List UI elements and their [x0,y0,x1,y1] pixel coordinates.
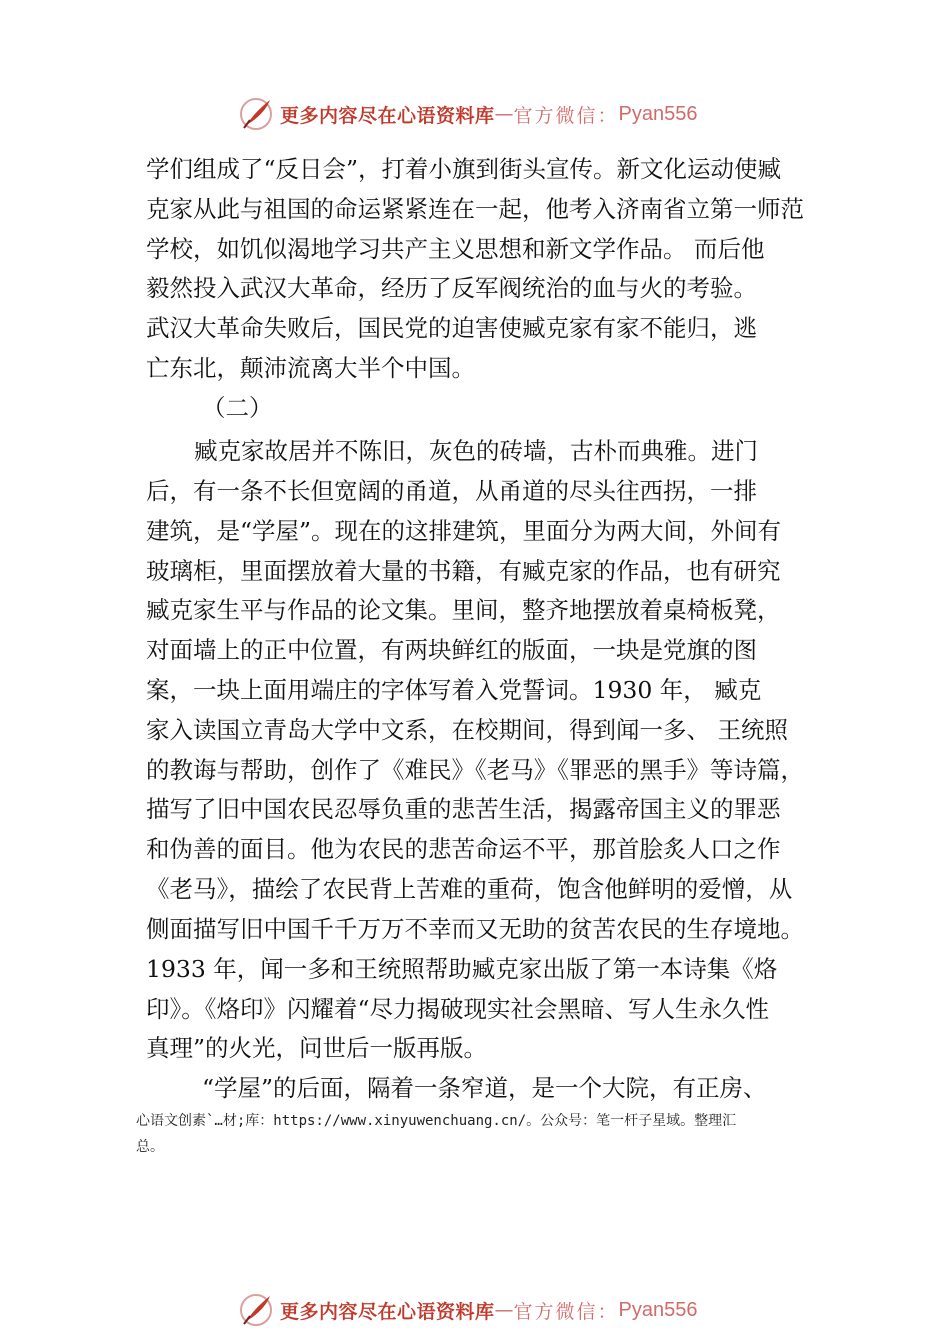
body-line: 建筑，是“学屋”。现在的这排建筑，里面分为两大间，外间有 [146,517,782,545]
banner-wechat-id: Pyan556 [618,102,698,125]
banner-wechat-id: Pyan556 [618,1298,698,1321]
body-line: 家入读国立青岛大学中文系，在校期间，得到闻一多、 王统照 [146,716,788,744]
footer-note-line: 心语文创素`…材;库：https://www.xinyuwenchuang.cn/。公众号：笔一杆子星域。整理汇 [136,1113,737,1129]
body-line: 克家从此与祖国的命运紧紧连在一起，他考入济南省立第一师范 [146,195,804,223]
banner-separator: — [494,103,514,125]
body-line: 1933 年，闻一多和王统照帮助臧克家出版了第一本诗集《烙 [146,955,778,983]
footer-note-line: 总。 [136,1139,164,1155]
body-line: 的教诲与帮助，创作了《难民》《老马》《罪恶的黑手》等诗篇， [146,756,804,784]
body-line: 后，有一条不长但宽阔的甬道，从甬道的尽头往西拐，一排 [146,477,757,505]
body-line: 对面墙上的正中位置，有两块鲜红的版面，一块是党旗的图 [146,636,757,664]
banner-wechat-label: 官方微信： [513,1300,619,1323]
body-line: 毅然投入武汉大革命，经历了反军阀统治的血与火的考验。 [146,274,757,302]
body-line: 印》。《烙印》闪耀着“尽力揭破现实社会黑暗、写人生永久性 [146,995,770,1023]
body-line: 臧克家生平与作品的论文集。里间，整齐地摆放着桌椅板凳， [146,596,781,624]
body-line: 臧克家故居并不陈旧，灰色的砖墙，古朴而典雅。进门 [194,437,758,465]
body-line: 学校，如饥似渴地学习共产主义思想和新文学作品。 而后他 [146,235,765,263]
body-line: 玻璃柜，里面摆放着大量的书籍，有臧克家的作品，也有研究 [146,557,781,585]
quill-logo-icon [238,1292,274,1328]
body-line: 描写了旧中国农民忍辱负重的悲苦生活，揭露帝国主义的罪恶 [146,795,781,823]
body-line: 侧面描写旧中国千千万万不幸而又无助的贫苦农民的生存境地。 [146,915,804,943]
body-line: 真理”的火光，问世后一版再版。 [146,1034,488,1062]
body-line: 《老马》，描绘了农民背上苦难的重荷，饱含他鲜明的爱憎，从 [146,875,793,903]
banner-separator: — [494,1299,514,1321]
header-banner [238,94,698,134]
footer-banner [238,1290,698,1330]
body-line: 亡东北，颠沛流离大半个中国。 [146,354,475,382]
body-line: 武汉大革命失败后，国民党的迫害使臧克家有家不能归，逃 [146,314,757,342]
banner-title: 更多内容尽在心语资料库 [280,1300,495,1323]
body-line: 案，一块上面用端庄的字体写着入党誓词。1930 年， 臧克 [146,676,762,704]
quill-logo-icon [238,96,274,132]
body-line: 和伪善的面目。他为农民的悲苦命运不平，那首脍炙人口之作 [146,835,781,863]
body-line: “学屋”的后面，隔着一条窄道，是一个大院，有正房、 [202,1074,767,1102]
banner-title: 更多内容尽在心语资料库 [280,104,495,127]
body-line: 学们组成了“反日会”，打着小旗到街头宣传。新文化运动使臧 [146,155,782,183]
banner-wechat-label: 官方微信： [513,104,619,127]
section-heading: （二） [202,394,273,422]
